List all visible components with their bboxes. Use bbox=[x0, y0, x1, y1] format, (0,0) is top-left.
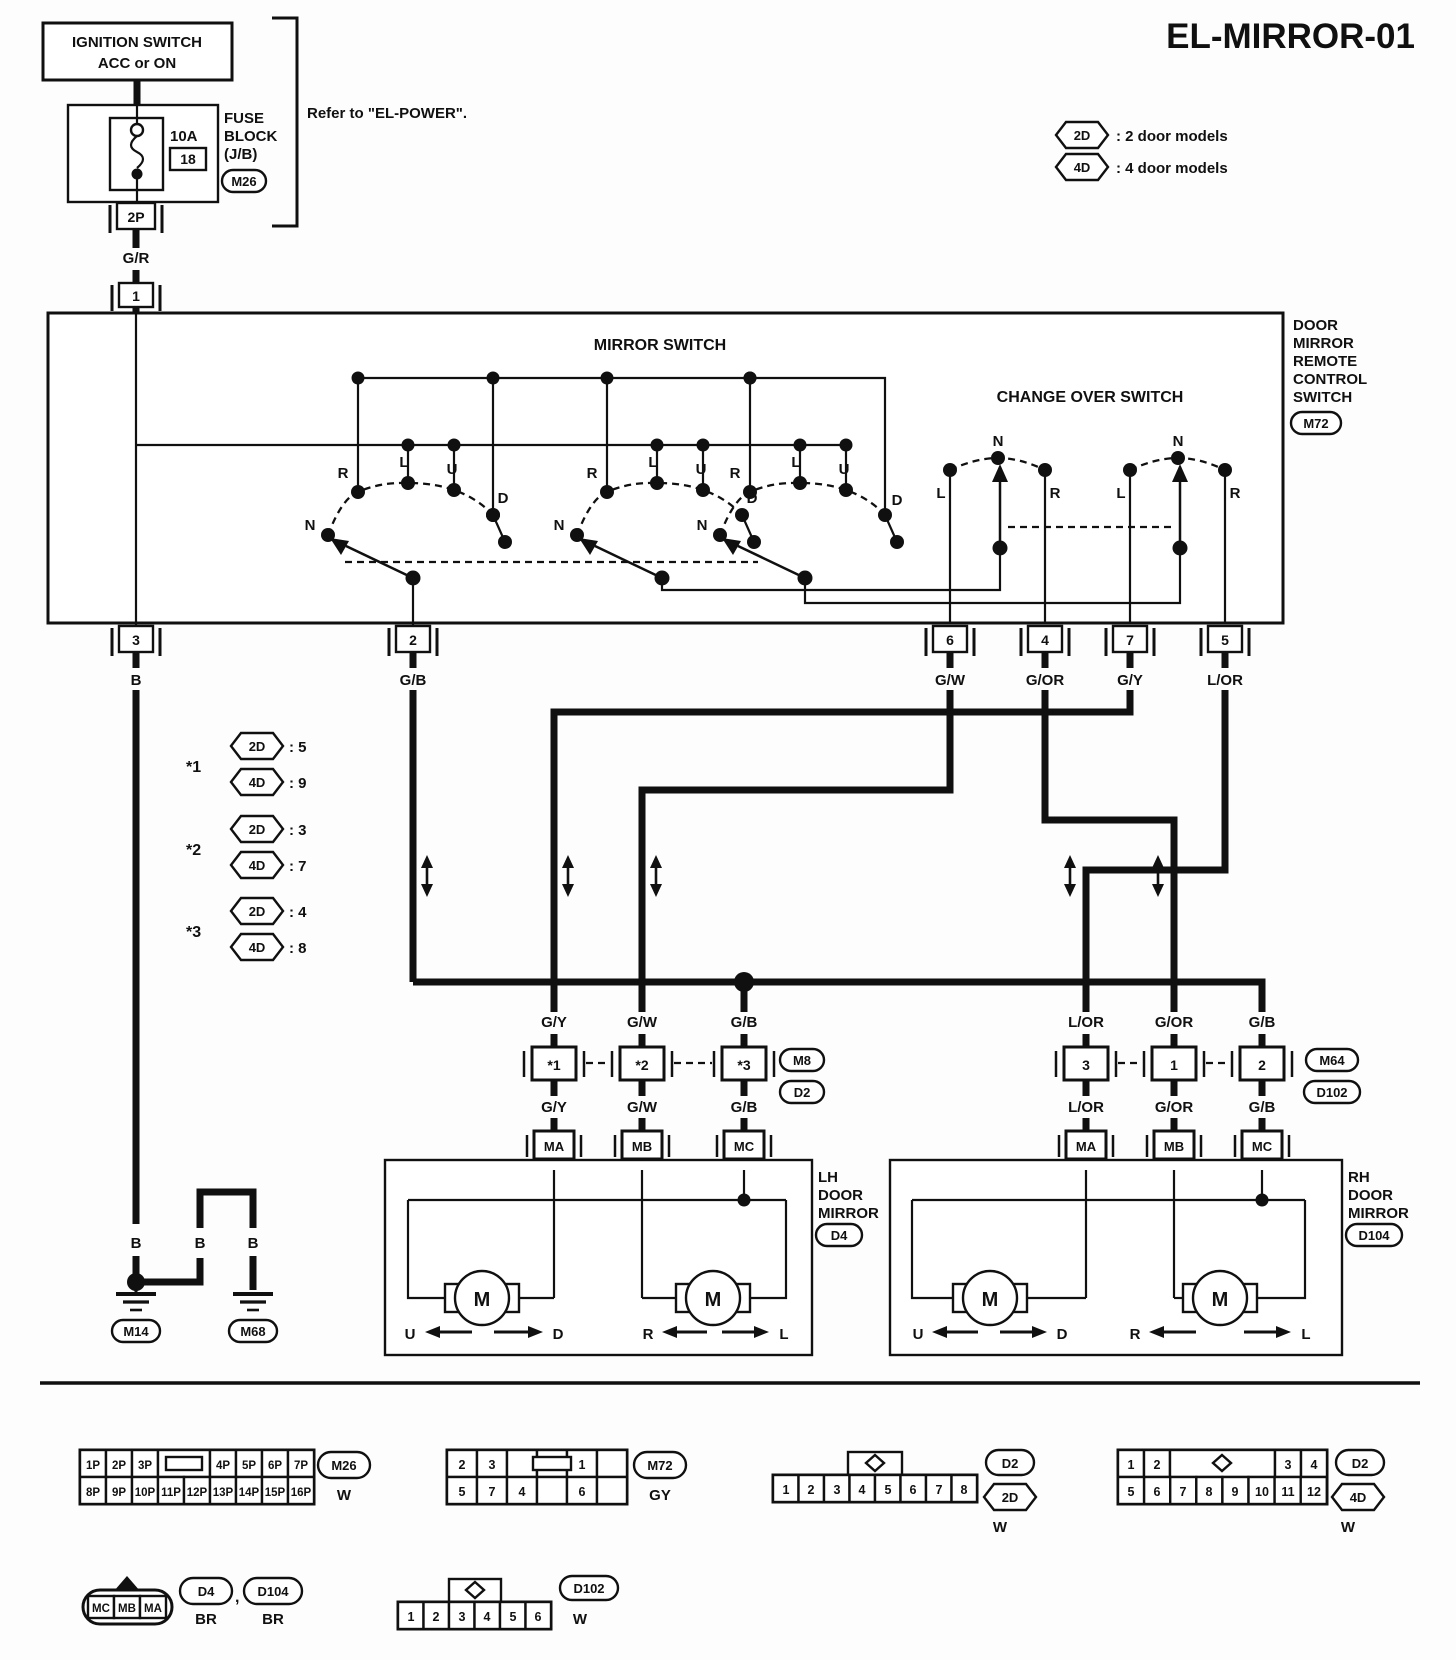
connector-id: D2 bbox=[1351, 1456, 1369, 1471]
wire-label-b: B bbox=[130, 1235, 142, 1252]
cell: 9P bbox=[111, 1487, 127, 1499]
cell: 7 bbox=[935, 1483, 943, 1497]
note-value: : 7 bbox=[289, 858, 307, 875]
variant-tag: 2D bbox=[1001, 1490, 1019, 1505]
pin-number: 6 bbox=[946, 632, 954, 648]
cell: 5 bbox=[884, 1483, 892, 1497]
connector-id: D4 bbox=[197, 1584, 215, 1599]
connector-view-m72 bbox=[447, 1450, 686, 1504]
note-tag-2d: 2D bbox=[248, 904, 266, 919]
fuse-number: 18 bbox=[180, 151, 196, 167]
mirror-pin: MA bbox=[543, 1139, 565, 1154]
fuse-rating: 10A bbox=[170, 128, 198, 145]
variant-notes bbox=[186, 733, 307, 960]
cell: 6 bbox=[534, 1610, 542, 1624]
pin-number: 3 bbox=[132, 632, 140, 648]
cell: 4 bbox=[518, 1485, 526, 1499]
motor-letter: M bbox=[704, 1289, 722, 1311]
lh-mirror-outline bbox=[385, 1160, 812, 1355]
wire-label-gr: G/R bbox=[122, 250, 150, 267]
connector-view-d2-4d bbox=[1118, 1450, 1384, 1536]
contact-label-r: R bbox=[1229, 485, 1241, 502]
cell: 8 bbox=[960, 1483, 968, 1497]
cell: 7 bbox=[488, 1485, 496, 1499]
cell: 3 bbox=[1284, 1458, 1292, 1472]
refer-bracket bbox=[272, 18, 297, 226]
pin-label-2p: 2P bbox=[127, 209, 145, 225]
pin-label-1: 1 bbox=[132, 288, 140, 304]
page-title: EL-MIRROR-01 bbox=[1166, 17, 1415, 56]
ignition-label-2: ACC or ON bbox=[97, 55, 177, 72]
updown-arrow-icon bbox=[650, 855, 662, 897]
note-tag-4d: 4D bbox=[248, 775, 266, 790]
ground-icon bbox=[116, 1294, 156, 1310]
wire-label: G/W bbox=[627, 1014, 657, 1031]
cell: 11P bbox=[161, 1487, 181, 1499]
connector-id-m14: M14 bbox=[123, 1324, 149, 1339]
cell: MA bbox=[144, 1603, 162, 1615]
motor-letter: M bbox=[1211, 1289, 1229, 1311]
legend-4d-tag: 4D bbox=[1073, 160, 1091, 175]
wire-label: G/B bbox=[730, 1014, 758, 1031]
updown-arrow-icon bbox=[1152, 855, 1164, 897]
dir-label-l: L bbox=[779, 1326, 789, 1343]
inline-pin: 3 bbox=[1082, 1057, 1090, 1073]
contact-label-n: N bbox=[696, 517, 708, 534]
connector-view-d102 bbox=[398, 1576, 618, 1629]
contact-label-d: D bbox=[497, 490, 509, 507]
cell: 12 bbox=[1307, 1485, 1321, 1499]
cell: 8P bbox=[85, 1487, 101, 1499]
note-tag-2d: 2D bbox=[248, 822, 266, 837]
lh-harness-connectors bbox=[524, 1014, 824, 1170]
wire-label: L/OR bbox=[1068, 1099, 1104, 1116]
legend-4d-text: : 4 door models bbox=[1116, 160, 1228, 177]
wire-label-b: B bbox=[130, 672, 142, 689]
updown-arrow-icon bbox=[562, 855, 574, 897]
cell: 5 bbox=[509, 1610, 517, 1624]
cell: 5P bbox=[241, 1460, 257, 1472]
dir-label-r: R bbox=[1129, 1326, 1141, 1343]
wire-label: L/OR bbox=[1068, 1014, 1104, 1031]
connector-id: M72 bbox=[647, 1458, 673, 1473]
cell: 6 bbox=[909, 1483, 917, 1497]
rh-door-mirror bbox=[890, 1160, 1409, 1355]
connector-id: D104 bbox=[257, 1584, 289, 1599]
cell: 2P bbox=[111, 1460, 127, 1472]
switch-pin-row bbox=[112, 626, 1249, 689]
mirror-switch-title: MIRROR SWITCH bbox=[593, 337, 727, 354]
dir-label-u: U bbox=[912, 1326, 924, 1343]
legend-2d-tag: 2D bbox=[1073, 128, 1091, 143]
side-label-1: DOOR bbox=[1293, 317, 1338, 334]
contact-label-n: N bbox=[992, 433, 1004, 450]
pin-number: 2 bbox=[409, 632, 417, 648]
motor-letter: M bbox=[473, 1289, 491, 1311]
pin-number: 5 bbox=[1221, 632, 1229, 648]
cell: 7 bbox=[1179, 1485, 1187, 1499]
updown-arrow-icon bbox=[1064, 855, 1076, 897]
side-label-3: REMOTE bbox=[1293, 353, 1358, 370]
dir-label-l: L bbox=[1301, 1326, 1311, 1343]
separator-comma: , bbox=[235, 1589, 240, 1606]
connector-color: W bbox=[992, 1519, 1008, 1536]
wire-label: G/B bbox=[1248, 1099, 1276, 1116]
wire-label-b: B bbox=[247, 1235, 259, 1252]
side-label-4: CONTROL bbox=[1293, 371, 1368, 388]
fuse-block-label-1: FUSE bbox=[224, 110, 265, 127]
rh-label-2: DOOR bbox=[1348, 1187, 1393, 1204]
cell: 13P bbox=[212, 1487, 234, 1499]
wire-label: G/Y bbox=[541, 1099, 567, 1116]
wire-label-gy: G/Y bbox=[1117, 672, 1143, 689]
cell: 12P bbox=[186, 1487, 208, 1499]
cell: 10P bbox=[134, 1487, 156, 1499]
mirror-pin: MB bbox=[631, 1139, 653, 1154]
contact-label-r: R bbox=[586, 465, 598, 482]
variant-tag: 4D bbox=[1349, 1490, 1367, 1505]
dir-label-r: R bbox=[642, 1326, 654, 1343]
legend-2d-text: : 2 door models bbox=[1116, 128, 1228, 145]
cell: 6 bbox=[578, 1485, 586, 1499]
connector-color: W bbox=[1340, 1519, 1356, 1536]
cell: 2 bbox=[432, 1610, 440, 1624]
contact-label-r: R bbox=[337, 465, 349, 482]
wire-label: G/B bbox=[730, 1099, 758, 1116]
connector-id-m8: M8 bbox=[792, 1053, 812, 1068]
cell: 3 bbox=[488, 1458, 496, 1472]
fuse-top-terminal bbox=[131, 124, 143, 136]
note-star: *2 bbox=[186, 842, 202, 859]
contact-label-n: N bbox=[304, 517, 316, 534]
connector-id-d4: D4 bbox=[830, 1228, 848, 1243]
cell: 2 bbox=[1153, 1458, 1161, 1472]
rh-label-1: RH bbox=[1348, 1169, 1370, 1186]
cell: 3 bbox=[458, 1610, 466, 1624]
cell: 4 bbox=[1310, 1458, 1318, 1472]
lh-label-2: DOOR bbox=[818, 1187, 863, 1204]
connector-view-m26 bbox=[80, 1450, 370, 1504]
connector-id: D102 bbox=[573, 1581, 605, 1596]
wire-label: G/OR bbox=[1154, 1014, 1194, 1031]
contact-label-l: L bbox=[936, 485, 946, 502]
cell: 1 bbox=[407, 1610, 415, 1624]
header bbox=[1056, 17, 1415, 180]
remote-control-switch-box bbox=[48, 313, 1367, 628]
cell: 2 bbox=[458, 1458, 466, 1472]
connector-id-m72: M72 bbox=[1303, 416, 1329, 431]
cell: 4P bbox=[215, 1460, 231, 1472]
mirror-pin: MC bbox=[1251, 1139, 1273, 1154]
inline-pin: 1 bbox=[1170, 1057, 1178, 1073]
wire-label: G/W bbox=[627, 1099, 657, 1116]
wire-label-gor: G/OR bbox=[1025, 672, 1065, 689]
connector-id-m68: M68 bbox=[240, 1324, 266, 1339]
cell: 3P bbox=[137, 1460, 153, 1472]
wire-label-gw: G/W bbox=[935, 672, 965, 689]
contact-label-r: R bbox=[729, 465, 741, 482]
cell: 11 bbox=[1281, 1485, 1295, 1499]
connector-color: BR bbox=[262, 1611, 284, 1628]
contact-label-u: U bbox=[446, 461, 458, 478]
contact-label-l: L bbox=[791, 454, 801, 471]
cell: 16P bbox=[290, 1487, 312, 1499]
cell: MC bbox=[92, 1603, 110, 1615]
contact-label-n: N bbox=[1172, 433, 1184, 450]
note-value: : 9 bbox=[289, 775, 307, 792]
cell: 9 bbox=[1231, 1485, 1239, 1499]
lh-label-1: LH bbox=[818, 1169, 838, 1186]
contact-label-l: L bbox=[648, 454, 658, 471]
inline-pin: *1 bbox=[547, 1057, 561, 1073]
refer-note: Refer to "EL-POWER". bbox=[307, 105, 468, 122]
contact-label-u: U bbox=[695, 461, 707, 478]
power-feed bbox=[43, 18, 467, 316]
note-star: *3 bbox=[186, 924, 202, 941]
updown-arrow-icon bbox=[421, 855, 433, 897]
cell: 1 bbox=[1127, 1458, 1135, 1472]
connector-color: W bbox=[336, 1487, 352, 1504]
dir-label-u: U bbox=[404, 1326, 416, 1343]
note-value: : 5 bbox=[289, 739, 307, 756]
connector-view-d2-2d bbox=[773, 1450, 1036, 1536]
connector-id-m26: M26 bbox=[231, 174, 257, 189]
cell: 5 bbox=[458, 1485, 466, 1499]
inline-pin: *3 bbox=[737, 1057, 751, 1073]
connector-color: BR bbox=[195, 1611, 217, 1628]
connector-color: W bbox=[572, 1611, 588, 1628]
cell: 6 bbox=[1153, 1485, 1161, 1499]
connector-id-d102: D102 bbox=[1316, 1085, 1348, 1100]
lh-label-3: MIRROR bbox=[818, 1205, 879, 1222]
cell: 10 bbox=[1255, 1485, 1269, 1499]
wire-label: G/B bbox=[1248, 1014, 1276, 1031]
cell: 6P bbox=[267, 1460, 283, 1472]
dir-label-d: D bbox=[1056, 1326, 1068, 1343]
ignition-label-1: IGNITION SWITCH bbox=[72, 34, 202, 51]
connector-color: GY bbox=[649, 1487, 671, 1504]
connector-id-m64: M64 bbox=[1319, 1053, 1345, 1068]
mirror-pin: MC bbox=[733, 1139, 755, 1154]
note-value: : 8 bbox=[289, 940, 307, 957]
wire-label-lor: L/OR bbox=[1207, 672, 1243, 689]
rh-mirror-outline bbox=[890, 1160, 1342, 1355]
note-star: *1 bbox=[186, 759, 202, 776]
cell: 4 bbox=[483, 1610, 491, 1624]
cell: 14P bbox=[238, 1487, 260, 1499]
note-value: : 3 bbox=[289, 822, 307, 839]
contact-label-n: N bbox=[553, 517, 565, 534]
rh-harness-connectors bbox=[1056, 1014, 1360, 1170]
cell: 5 bbox=[1127, 1485, 1135, 1499]
note-value: : 4 bbox=[289, 904, 307, 921]
motor-letter: M bbox=[981, 1289, 999, 1311]
contact-label-d: D bbox=[746, 490, 758, 507]
connector-id: D2 bbox=[1001, 1456, 1019, 1471]
contact-label-d: D bbox=[891, 492, 903, 509]
legend-4d bbox=[1056, 154, 1228, 180]
cell: 1P bbox=[85, 1460, 101, 1472]
mirror-pin: MA bbox=[1075, 1139, 1097, 1154]
inline-pin: *2 bbox=[635, 1057, 649, 1073]
cell: 7P bbox=[293, 1460, 309, 1472]
note-tag-4d: 4D bbox=[248, 940, 266, 955]
fuse-block-label-2: BLOCK bbox=[224, 128, 278, 145]
connector-view-mabc bbox=[83, 1576, 302, 1628]
connector-id: M26 bbox=[331, 1458, 357, 1473]
wire-label-b: B bbox=[194, 1235, 206, 1252]
rh-label-3: MIRROR bbox=[1348, 1205, 1409, 1222]
inline-pin: 2 bbox=[1258, 1057, 1266, 1073]
legend-2d bbox=[1056, 122, 1228, 148]
wire-label: G/Y bbox=[541, 1014, 567, 1031]
mirror-pin: MB bbox=[1163, 1139, 1185, 1154]
contact-label-u: U bbox=[838, 461, 850, 478]
footer-connectors bbox=[80, 1450, 1384, 1629]
contact-label-l: L bbox=[1116, 485, 1126, 502]
cell: 15P bbox=[264, 1487, 286, 1499]
note-tag-4d: 4D bbox=[248, 858, 266, 873]
cell: 3 bbox=[833, 1483, 841, 1497]
cell: 4 bbox=[858, 1483, 866, 1497]
pin-number: 4 bbox=[1041, 632, 1049, 648]
note-tag-2d: 2D bbox=[248, 739, 266, 754]
contact-label-l: L bbox=[399, 454, 409, 471]
change-over-switch-title: CHANGE OVER SWITCH bbox=[996, 389, 1184, 406]
wire-label-gb: G/B bbox=[399, 672, 427, 689]
cell: 1 bbox=[782, 1483, 790, 1497]
cell: 1 bbox=[578, 1458, 586, 1472]
side-label-5: SWITCH bbox=[1293, 389, 1353, 406]
connector-id-d2: D2 bbox=[793, 1085, 811, 1100]
fuse-block-label-3: (J/B) bbox=[224, 146, 258, 163]
contact-label-r: R bbox=[1049, 485, 1061, 502]
cell: 2 bbox=[807, 1483, 815, 1497]
ground-icon bbox=[233, 1294, 273, 1310]
dir-label-d: D bbox=[552, 1326, 564, 1343]
pin-number: 7 bbox=[1126, 632, 1134, 648]
wire-label: G/OR bbox=[1154, 1099, 1194, 1116]
cell: 8 bbox=[1205, 1485, 1213, 1499]
side-label-2: MIRROR bbox=[1293, 335, 1354, 352]
lh-door-mirror bbox=[385, 1160, 879, 1355]
connector-id-d104: D104 bbox=[1358, 1228, 1390, 1243]
cell: MB bbox=[118, 1603, 136, 1615]
